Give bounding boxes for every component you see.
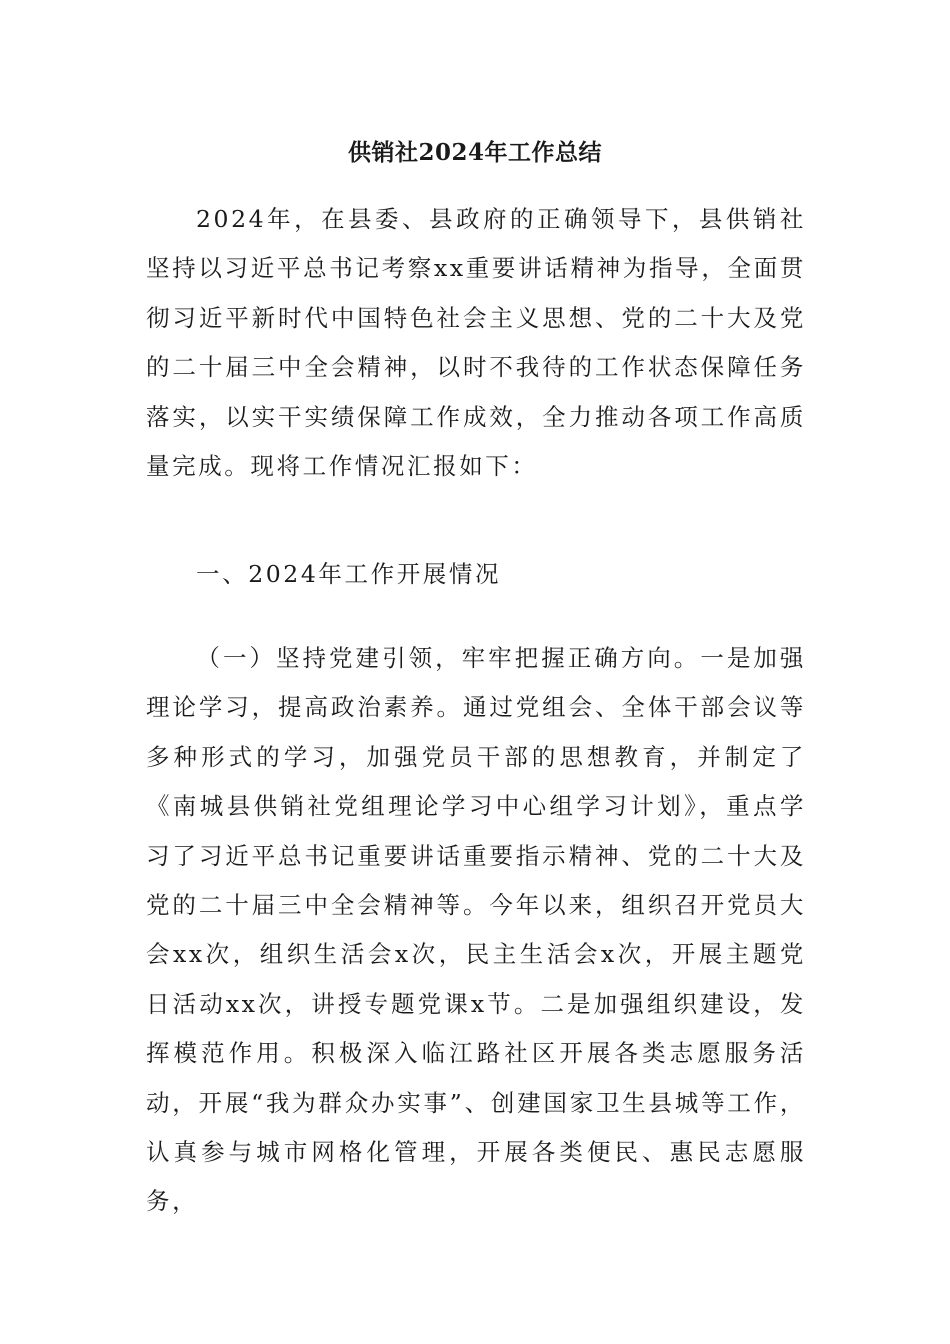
- body-text: （一）坚持党建引领，牢牢把握正确方向。一是加强理论学习，提高政治素养。通过党组会、全体干部会议等多种形式的学习，加强党员干部的思想教育，并制定了《南城县供销社党组理论学习中心组学习计划》，重点学习了习近平总书记重要讲话重要指示精神、党的二十大及党的二十届三中全会精神等。今年以来，组织召开党员大会xx次，组织生活会x次，民主生活会x次，开展主题党日活动xx次，讲授专题党课x节。二是加强组织建设，发挥模范作用。积极深入临江路社区开展各类志愿服务活动，开展“我为群众办实事”、创建国家卫生县城等工作，认真参与城市网格化管理，开展各类便民、惠民志愿服务，: [146, 644, 806, 1216]
- document-title: 供销社2024年工作总结: [347, 139, 602, 166]
- body-paragraph: [146, 634, 806, 1227]
- intro-text: 2024年，在县委、县政府的正确领导下，县供销社坚持以习近平总书记考察xx重要讲话精神为指导，全面贯彻习近平新时代中国特色社会主义思想、党的二十大及党的二十届三中全会精神，以时不我待的工作状态保障任务落实，以实干实绩保障工作成效，全力推动各项工作高质量完成。现将工作情况汇报如下：: [146, 205, 806, 481]
- intro-paragraph: [146, 195, 806, 491]
- section-heading-text: 一、2024年工作开展情况: [196, 560, 502, 588]
- section-heading: [146, 550, 806, 599]
